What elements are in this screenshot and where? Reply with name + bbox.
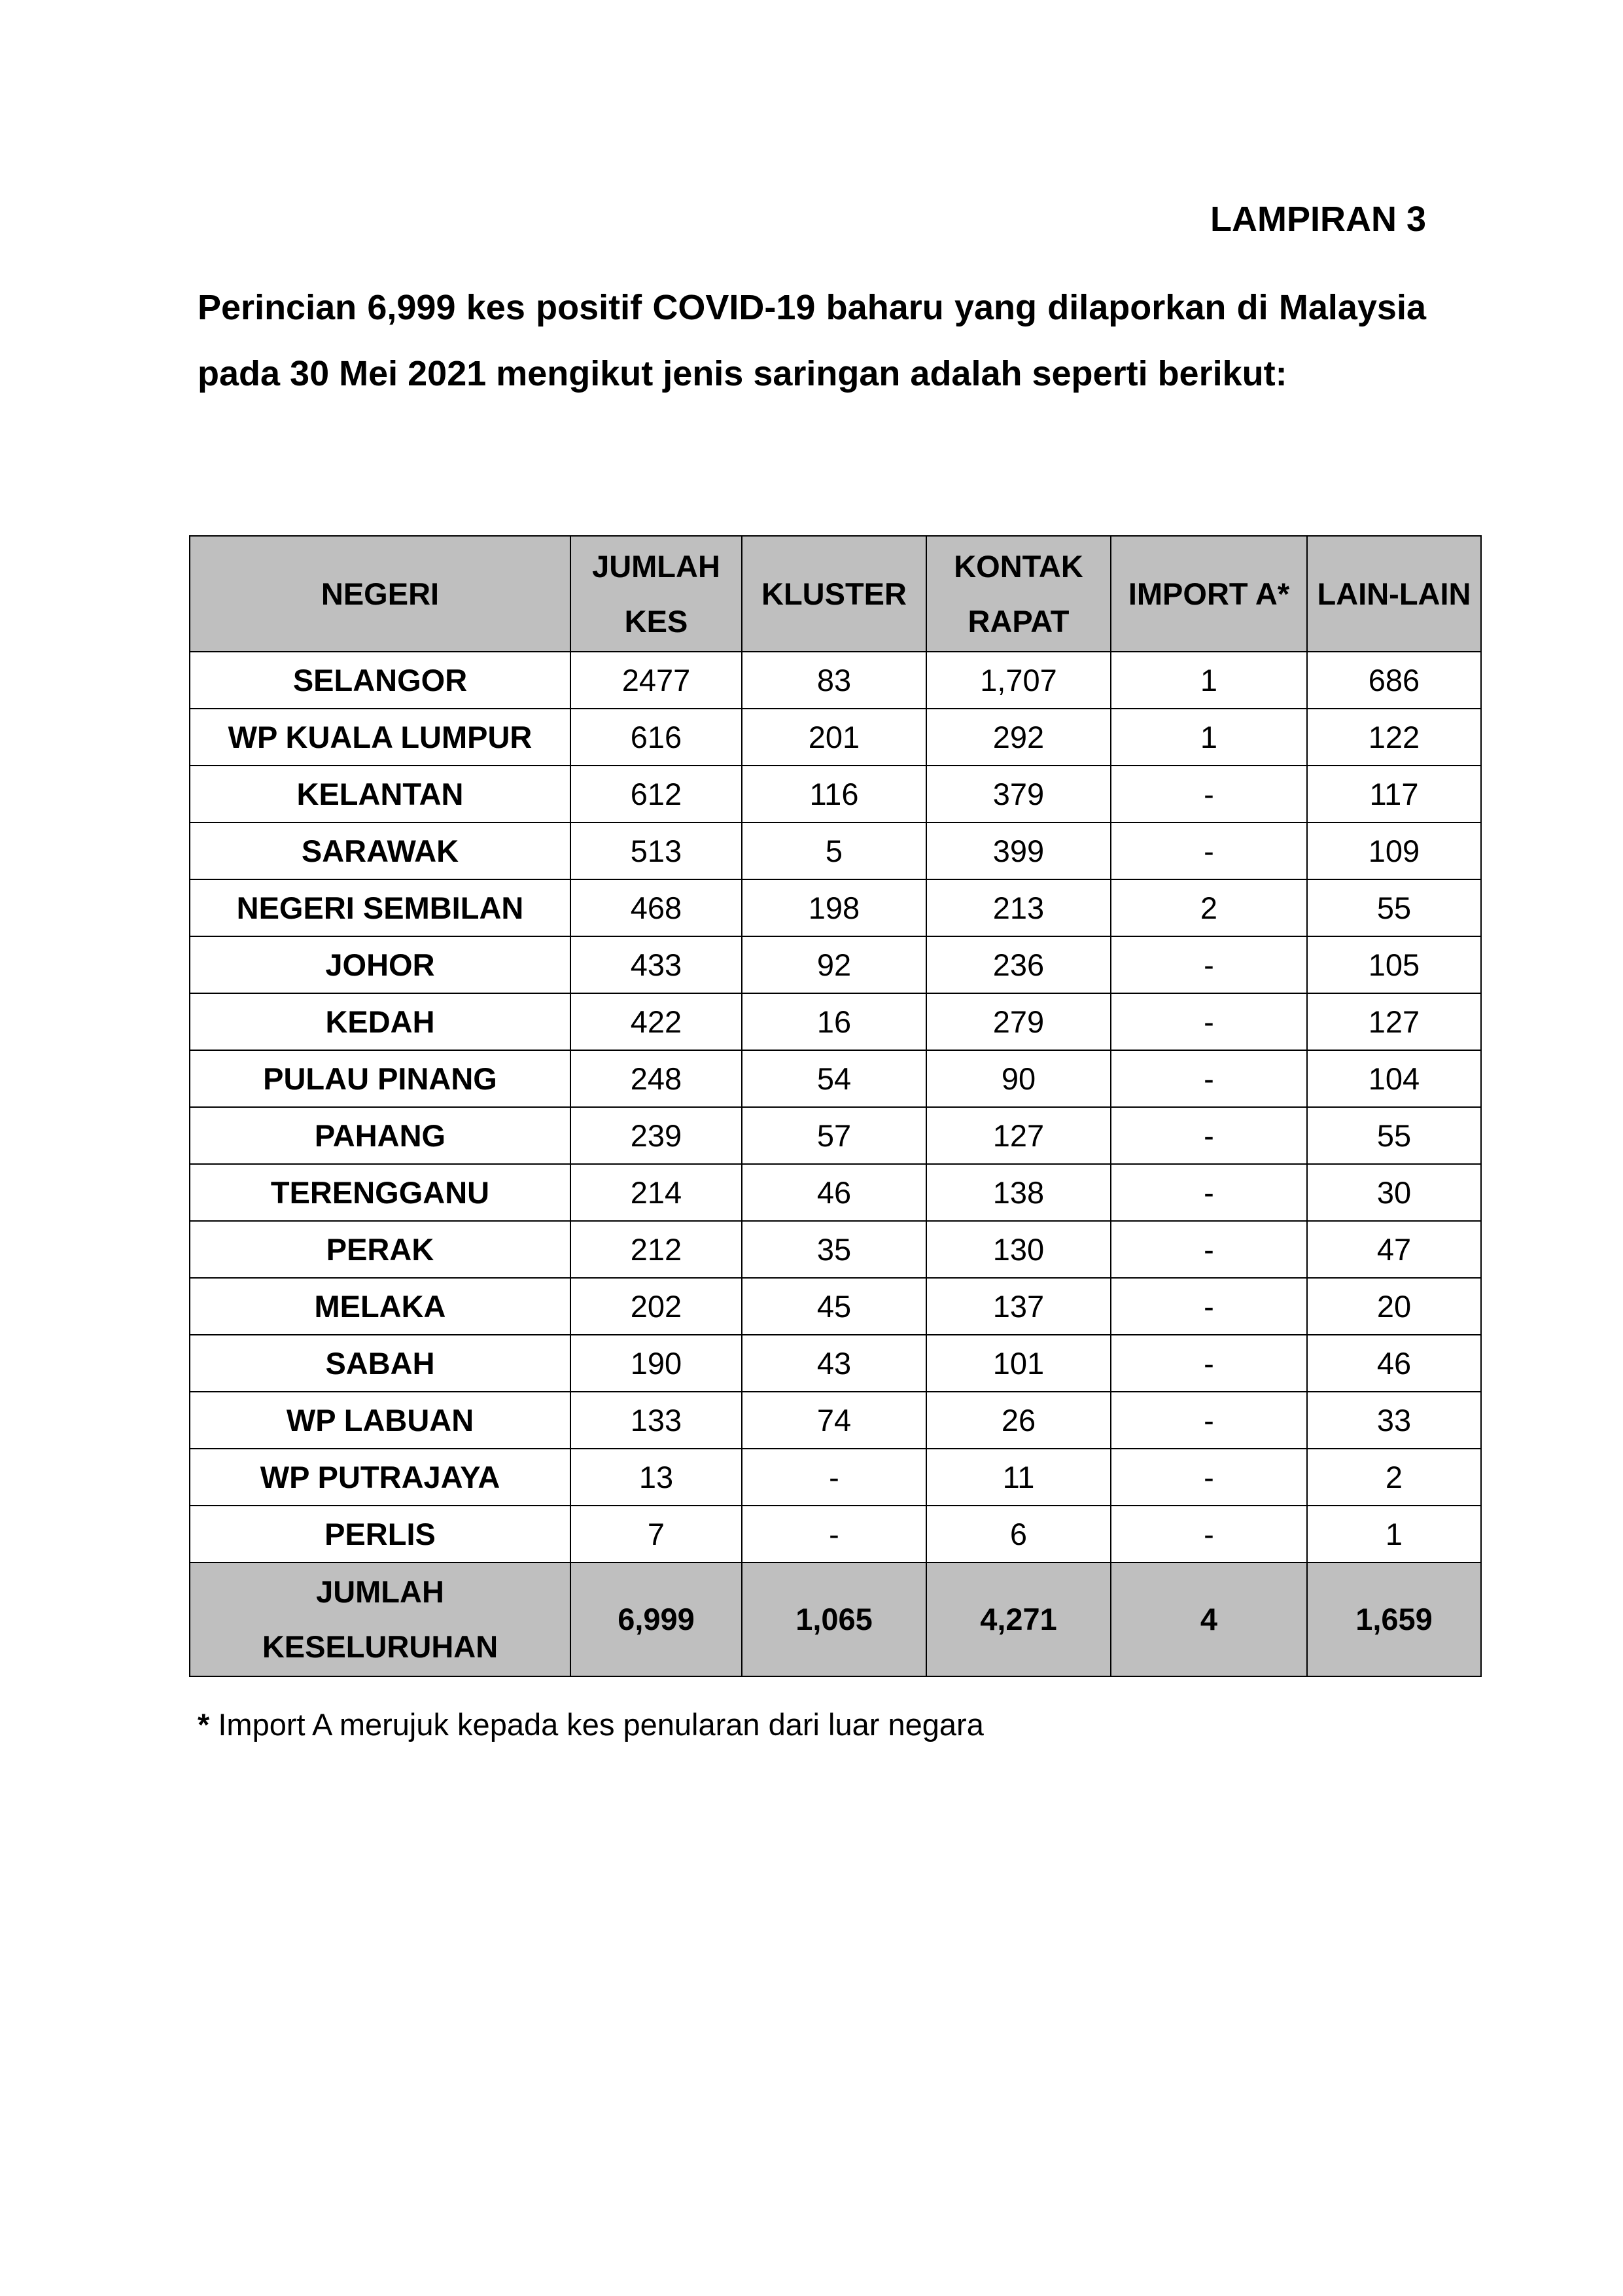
- cell-kontak-rapat: 279: [926, 993, 1111, 1050]
- total-lain-lain: 1,659: [1307, 1563, 1481, 1676]
- text-line: KESELURUHAN: [262, 1629, 498, 1664]
- table-row: [190, 1449, 1481, 1506]
- cell-negeri: WP KUALA LUMPUR: [190, 709, 570, 766]
- table-total-row: [190, 1563, 1481, 1676]
- text-line: IMPORT A*: [1128, 576, 1290, 611]
- cell-import-a: -: [1111, 1278, 1307, 1335]
- footnote-text: Import A merujuk kepada kes penularan dari luar negara: [209, 1707, 984, 1742]
- cell-lain-lain: 686: [1307, 652, 1481, 709]
- cell-kontak-rapat: 137: [926, 1278, 1111, 1335]
- cell-lain-lain: 46: [1307, 1335, 1481, 1392]
- cell-import-a: -: [1111, 766, 1307, 822]
- cell-kontak-rapat: 130: [926, 1221, 1111, 1278]
- table-row: [190, 1506, 1481, 1563]
- cell-kontak-rapat: 101: [926, 1335, 1111, 1392]
- table-header-row: [190, 536, 1481, 652]
- cell-negeri: NEGERI SEMBILAN: [190, 879, 570, 936]
- cell-jumlah-kes: 616: [570, 709, 742, 766]
- cell-kontak-rapat: 6: [926, 1506, 1111, 1563]
- cell-negeri: TERENGGANU: [190, 1164, 570, 1221]
- text-line: KES: [624, 603, 688, 639]
- cell-kluster: 198: [742, 879, 926, 936]
- cell-import-a: -: [1111, 1392, 1307, 1449]
- cell-kontak-rapat: 213: [926, 879, 1111, 936]
- appendix-label: LAMPIRAN 3: [1210, 200, 1426, 239]
- cell-lain-lain: 1: [1307, 1506, 1481, 1563]
- cell-jumlah-kes: 202: [570, 1278, 742, 1335]
- cell-jumlah-kes: 422: [570, 993, 742, 1050]
- cell-jumlah-kes: 433: [570, 936, 742, 993]
- header-kluster: [742, 536, 926, 652]
- text-line: LAIN-LAIN: [1317, 576, 1471, 611]
- cell-negeri: SARAWAK: [190, 822, 570, 879]
- total-kluster: 1,065: [742, 1563, 926, 1676]
- cell-kluster: 35: [742, 1221, 926, 1278]
- cell-import-a: -: [1111, 1050, 1307, 1107]
- cell-negeri: MELAKA: [190, 1278, 570, 1335]
- cell-jumlah-kes: 2477: [570, 652, 742, 709]
- table-row: [190, 822, 1481, 879]
- cell-import-a: -: [1111, 822, 1307, 879]
- cell-kluster: 43: [742, 1335, 926, 1392]
- table-body: [190, 652, 1481, 1563]
- cell-kluster: 74: [742, 1392, 926, 1449]
- cell-import-a: -: [1111, 1221, 1307, 1278]
- cell-kluster: 83: [742, 652, 926, 709]
- cell-kontak-rapat: 138: [926, 1164, 1111, 1221]
- header-kontak-rapat: [926, 536, 1111, 652]
- text-line: JUMLAH: [592, 548, 720, 584]
- cell-lain-lain: 20: [1307, 1278, 1481, 1335]
- cell-lain-lain: 30: [1307, 1164, 1481, 1221]
- table-row: [190, 1221, 1481, 1278]
- cell-import-a: 1: [1111, 709, 1307, 766]
- cell-import-a: -: [1111, 1335, 1307, 1392]
- total-kontak-rapat: 4,271: [926, 1563, 1111, 1676]
- cell-import-a: -: [1111, 1164, 1307, 1221]
- cell-jumlah-kes: 248: [570, 1050, 742, 1107]
- cell-jumlah-kes: 133: [570, 1392, 742, 1449]
- table-row: [190, 1050, 1481, 1107]
- footnote-marker: *: [198, 1707, 210, 1742]
- cell-kluster: 201: [742, 709, 926, 766]
- cell-import-a: -: [1111, 1107, 1307, 1164]
- cell-lain-lain: 127: [1307, 993, 1481, 1050]
- cell-negeri: PULAU PINANG: [190, 1050, 570, 1107]
- cell-kluster: 92: [742, 936, 926, 993]
- cell-negeri: PERAK: [190, 1221, 570, 1278]
- cell-kontak-rapat: 127: [926, 1107, 1111, 1164]
- cell-kluster: -: [742, 1449, 926, 1506]
- cell-negeri: KEDAH: [190, 993, 570, 1050]
- cell-kluster: 57: [742, 1107, 926, 1164]
- cell-lain-lain: 47: [1307, 1221, 1481, 1278]
- table-row: [190, 936, 1481, 993]
- cell-kluster: 45: [742, 1278, 926, 1335]
- total-label: [190, 1563, 570, 1676]
- cell-kluster: 54: [742, 1050, 926, 1107]
- header-jumlah-kes: [570, 536, 742, 652]
- cell-negeri: WP LABUAN: [190, 1392, 570, 1449]
- cell-lain-lain: 55: [1307, 1107, 1481, 1164]
- cell-kluster: 116: [742, 766, 926, 822]
- cell-kontak-rapat: 11: [926, 1449, 1111, 1506]
- cell-negeri: PERLIS: [190, 1506, 570, 1563]
- cell-lain-lain: 122: [1307, 709, 1481, 766]
- cell-import-a: -: [1111, 1449, 1307, 1506]
- cell-jumlah-kes: 212: [570, 1221, 742, 1278]
- cell-lain-lain: 105: [1307, 936, 1481, 993]
- cell-jumlah-kes: 468: [570, 879, 742, 936]
- header-import-a: [1111, 536, 1307, 652]
- cell-negeri: SABAH: [190, 1335, 570, 1392]
- header-negeri: [190, 536, 570, 652]
- text-line: JUMLAH: [316, 1574, 444, 1609]
- total-jumlah-kes: 6,999: [570, 1563, 742, 1676]
- cell-negeri: JOHOR: [190, 936, 570, 993]
- cell-import-a: 2: [1111, 879, 1307, 936]
- cell-import-a: -: [1111, 1506, 1307, 1563]
- cell-import-a: -: [1111, 993, 1307, 1050]
- cell-jumlah-kes: 190: [570, 1335, 742, 1392]
- covid-cases-table: [189, 535, 1482, 1677]
- table-row: [190, 766, 1481, 822]
- cell-import-a: -: [1111, 936, 1307, 993]
- cell-jumlah-kes: 612: [570, 766, 742, 822]
- cell-negeri: PAHANG: [190, 1107, 570, 1164]
- cell-kontak-rapat: 26: [926, 1392, 1111, 1449]
- cell-lain-lain: 33: [1307, 1392, 1481, 1449]
- cell-kluster: 5: [742, 822, 926, 879]
- cell-negeri: KELANTAN: [190, 766, 570, 822]
- table-row: [190, 1164, 1481, 1221]
- cell-kluster: 46: [742, 1164, 926, 1221]
- cell-lain-lain: 2: [1307, 1449, 1481, 1506]
- table-row: [190, 879, 1481, 936]
- cell-kontak-rapat: 236: [926, 936, 1111, 993]
- cell-negeri: SELANGOR: [190, 652, 570, 709]
- table-row: [190, 1107, 1481, 1164]
- cell-kontak-rapat: 292: [926, 709, 1111, 766]
- cell-kontak-rapat: 1,707: [926, 652, 1111, 709]
- cell-jumlah-kes: 13: [570, 1449, 742, 1506]
- cell-kontak-rapat: 399: [926, 822, 1111, 879]
- text-line: KLUSTER: [761, 576, 907, 611]
- cell-kontak-rapat: 90: [926, 1050, 1111, 1107]
- cell-jumlah-kes: 513: [570, 822, 742, 879]
- table-row: [190, 993, 1481, 1050]
- cell-lain-lain: 117: [1307, 766, 1481, 822]
- cell-lain-lain: 104: [1307, 1050, 1481, 1107]
- cell-lain-lain: 109: [1307, 822, 1481, 879]
- cell-import-a: 1: [1111, 652, 1307, 709]
- footnote: [198, 1705, 984, 1744]
- cell-lain-lain: 55: [1307, 879, 1481, 936]
- cell-negeri: WP PUTRAJAYA: [190, 1449, 570, 1506]
- cell-kontak-rapat: 379: [926, 766, 1111, 822]
- table-row: [190, 1335, 1481, 1392]
- cell-jumlah-kes: 7: [570, 1506, 742, 1563]
- cell-jumlah-kes: 239: [570, 1107, 742, 1164]
- cell-kluster: -: [742, 1506, 926, 1563]
- header-lain-lain: [1307, 536, 1481, 652]
- total-import-a: 4: [1111, 1563, 1307, 1676]
- text-line: RAPAT: [968, 603, 1070, 639]
- text-line: KONTAK: [954, 548, 1083, 584]
- text-line: NEGERI: [321, 576, 440, 611]
- table-row: [190, 1278, 1481, 1335]
- table-row: [190, 709, 1481, 766]
- table-row: [190, 652, 1481, 709]
- table-row: [190, 1392, 1481, 1449]
- cell-jumlah-kes: 214: [570, 1164, 742, 1221]
- cell-kluster: 16: [742, 993, 926, 1050]
- intro-paragraph: Perincian 6,999 kes positif COVID-19 baharu yang dilaporkan di Malaysia pada 30 Mei 2021 mengikut jenis saringan adalah seperti berikut:: [198, 288, 1426, 393]
